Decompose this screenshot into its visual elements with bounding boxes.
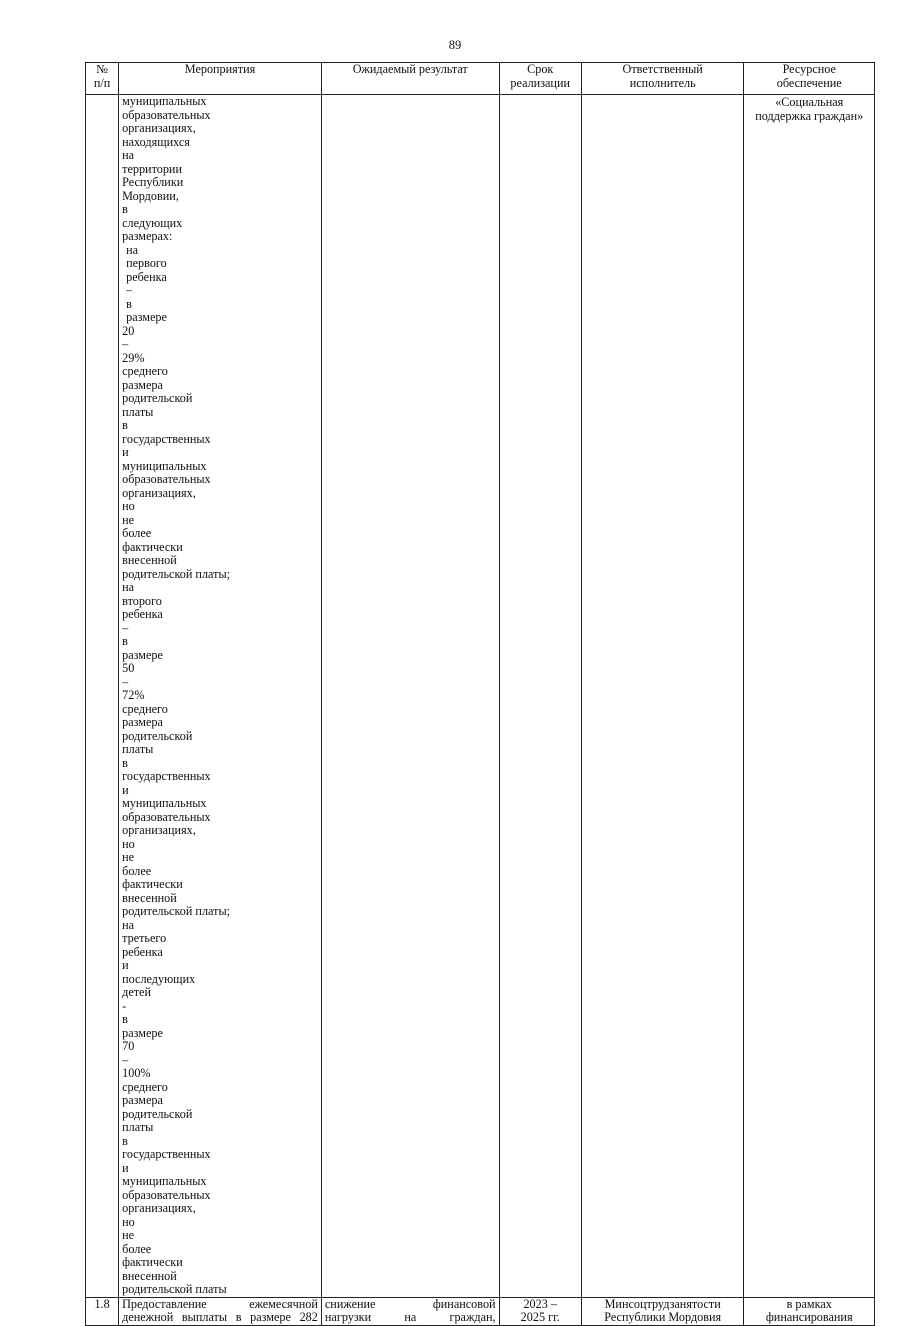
measures-line: на первого ребенка – в размере xyxy=(126,242,167,324)
measures-line: на второго ребенка – в размере xyxy=(122,580,163,662)
cell-resources: «Социальная поддержка граждан» xyxy=(744,95,875,1298)
result-line: снижение финансовой xyxy=(324,1296,496,1311)
cell-num xyxy=(86,95,119,1298)
cell-resources: в рамках финансирования xyxy=(744,1297,875,1325)
result-line: нагрузки на граждан, xyxy=(324,1310,496,1324)
measures-line: муниципальных образовательных xyxy=(122,458,211,486)
measures-line: Мордовии, в следующих xyxy=(122,188,183,230)
measures-line: государственных и xyxy=(122,431,211,459)
measures-line: 20 – 29% среднего размера xyxy=(122,323,168,392)
cell-term: 2023 – 2025 гг. xyxy=(499,1297,581,1325)
measures-line: денежной выплаты в размере 282 xyxy=(122,1310,318,1324)
measures-line: муниципальных образовательных xyxy=(122,94,211,122)
measures-line: территории Республики xyxy=(122,161,184,189)
cell-result xyxy=(321,1297,499,1325)
measures-line: государственных и xyxy=(122,1147,211,1175)
measures-line: родительской платы в xyxy=(122,728,193,770)
measures-line: государственных и xyxy=(122,769,211,797)
measures-line: 70 – 100% среднего размера xyxy=(122,1039,168,1107)
measures-line: родительской платы в xyxy=(122,1106,193,1148)
measures-line: на третьего ребенка и xyxy=(122,917,167,972)
measures-line: Предоставление ежемесячной xyxy=(122,1296,318,1311)
measures-line: организациях, но не более xyxy=(122,1201,196,1256)
measures-line: последующих детей - в размере xyxy=(122,971,196,1040)
measures-line: размерах: xyxy=(122,229,173,243)
measures-text xyxy=(122,95,318,1297)
cell-executor: Минсоцтрудзанятости Республики Мордовия xyxy=(581,1297,744,1325)
measures-line: родительской платы xyxy=(122,1282,227,1296)
cell-term xyxy=(499,95,581,1298)
cell-measures xyxy=(119,95,322,1298)
measures-line: организациях, но не более xyxy=(122,823,196,878)
measures-line: фактически внесенной xyxy=(122,877,183,905)
cell-executor xyxy=(581,95,744,1298)
measures-line: фактически внесенной xyxy=(122,539,183,567)
measures-line: родительской платы; xyxy=(122,566,231,581)
page-number: 89 xyxy=(448,38,462,52)
cell-result xyxy=(321,95,499,1298)
measures-line: организациях, но не более xyxy=(122,485,196,540)
header-num: № п/п xyxy=(86,63,119,95)
table-header-row xyxy=(86,63,875,95)
measures-line: муниципальных образовательных xyxy=(122,1174,211,1202)
header-measures: Мероприятия xyxy=(119,63,322,95)
measures-line: родительской платы в xyxy=(122,391,193,432)
measures-line: 50 – 72% среднего размера xyxy=(122,661,168,729)
measures-line: родительской платы; xyxy=(122,904,231,918)
table-row xyxy=(86,1297,875,1325)
measures-line: организациях, находящихся на xyxy=(122,121,196,162)
header-term: Срок реализации xyxy=(499,63,581,95)
table-row xyxy=(86,95,875,1298)
header-executor: Ответственный исполнитель xyxy=(581,63,744,95)
cell-measures xyxy=(119,1297,322,1325)
measures-line: муниципальных образовательных xyxy=(122,796,211,824)
header-result: Ожидаемый результат xyxy=(321,63,499,95)
cell-num: 1.8 xyxy=(86,1297,119,1325)
measures-table xyxy=(85,62,875,1326)
header-resources: Ресурсное обеспечение xyxy=(744,63,875,95)
measures-line: фактически внесенной xyxy=(122,1255,183,1283)
